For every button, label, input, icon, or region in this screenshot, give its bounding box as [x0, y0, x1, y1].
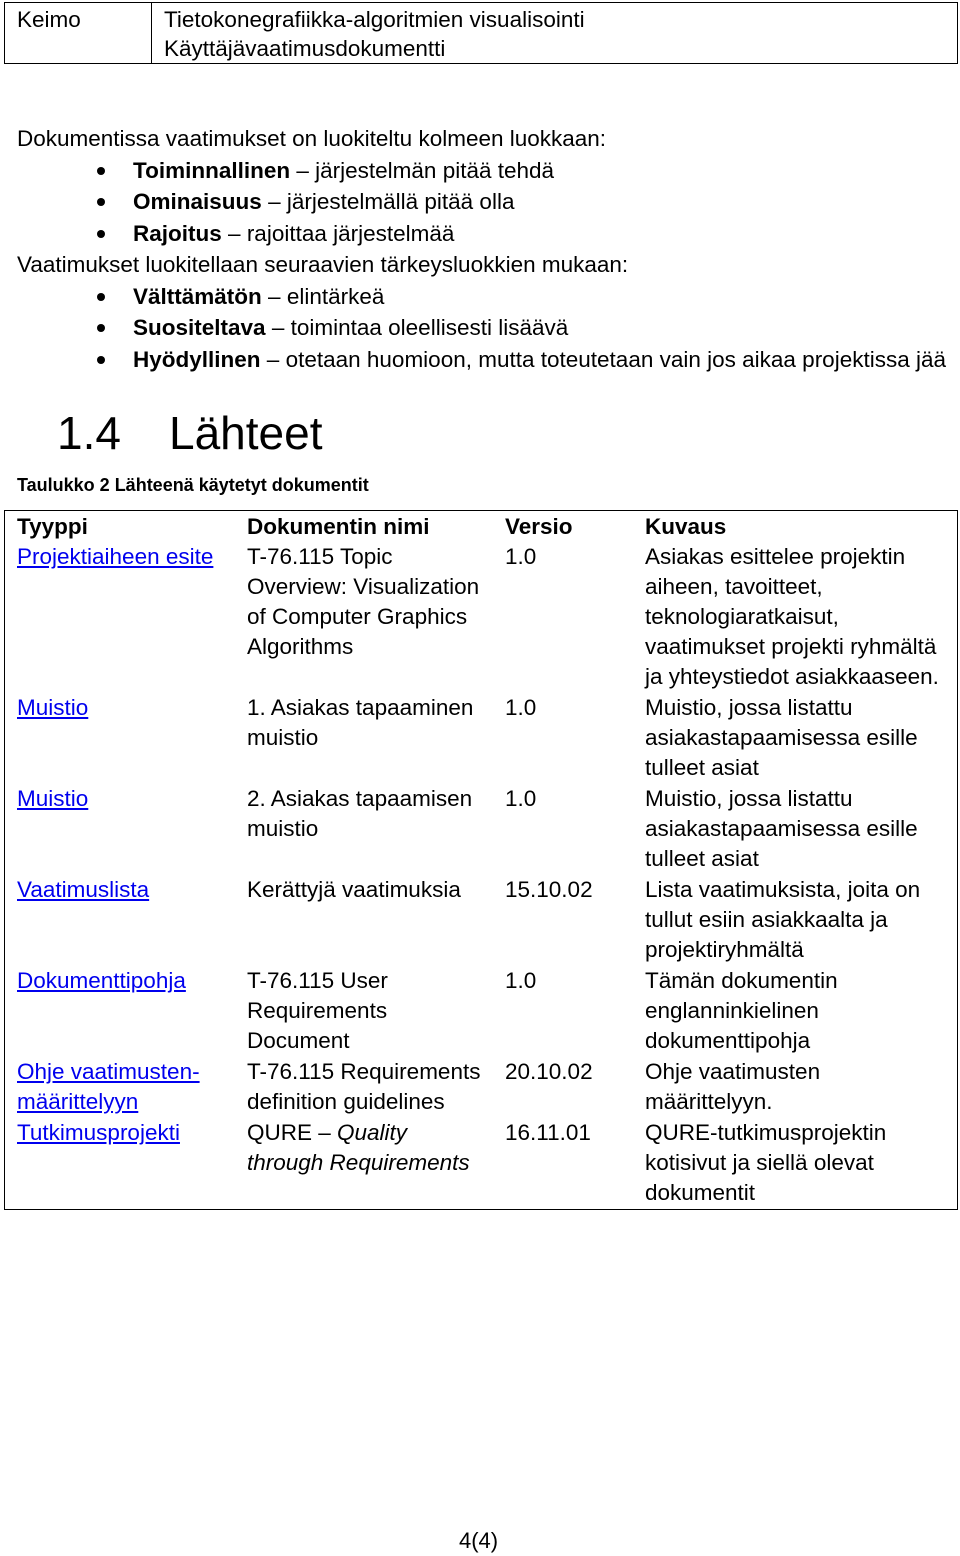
- description: järjestelmällä pitää olla: [286, 189, 515, 214]
- type-cell: [5, 875, 236, 966]
- organization-name: Keimo: [5, 3, 152, 64]
- section-heading: [57, 405, 322, 461]
- version-cell: 1.0: [505, 786, 537, 811]
- document-header: [4, 2, 958, 64]
- dash: –: [228, 220, 241, 246]
- dash: –: [296, 157, 309, 183]
- list-item: [17, 155, 947, 187]
- document-title: Käyttäjävaatimusdokumentti: [164, 36, 446, 61]
- dash: –: [268, 189, 281, 214]
- table-caption: Taulukko 2 Lähteenä käytetyt dokumentit: [17, 475, 369, 495]
- type-cell: [5, 966, 236, 1057]
- name-cell: Kerättyjä vaatimuksia: [247, 877, 461, 902]
- section-number: 1.4: [57, 407, 121, 459]
- type-cell: [5, 693, 236, 784]
- dash: –: [266, 346, 280, 372]
- description-cell: Asiakas esittelee projektin aiheen, tavoitteet, teknologiaratkaisut, vaatimukset projekti ryhmältä ja yhteystiedot asiakkaaseen.: [645, 544, 939, 689]
- bullet-icon: [97, 167, 105, 175]
- name-cell: T-76.115 Requirements definition guidelines: [247, 1059, 481, 1114]
- table-row: [5, 542, 958, 693]
- description: elintärkeä: [286, 283, 385, 309]
- bullet-icon: [97, 293, 105, 301]
- project-title: Tietokonegrafiikka-algoritmien visualisointi: [164, 7, 585, 32]
- table-row: [5, 784, 958, 875]
- table-row: [5, 1118, 958, 1210]
- description-cell: Tämän dokumentin englanninkielinen dokumenttipohja: [645, 968, 838, 1053]
- column-header-name: Dokumentin nimi: [247, 514, 430, 539]
- table-row: [5, 693, 958, 784]
- requirement-classes-list: [17, 155, 947, 250]
- type-cell: [5, 1118, 236, 1210]
- type-cell: [5, 1057, 236, 1118]
- version-cell: 1.0: [505, 968, 537, 993]
- type-cell: [5, 542, 236, 693]
- description: toimintaa oleellisesti lisäävä: [290, 315, 569, 340]
- term: Suositeltava: [133, 315, 266, 340]
- bullet-icon: [97, 324, 105, 332]
- type-cell: [5, 784, 236, 875]
- description: rajoittaa järjestelmää: [246, 220, 455, 246]
- document-link[interactable]: Ohje vaatimusten-määrittelyyn: [17, 1059, 200, 1114]
- bullet-icon: [97, 198, 105, 206]
- sources-table: [4, 510, 958, 1210]
- dash: –: [271, 315, 285, 340]
- document-link[interactable]: Muistio: [17, 695, 89, 720]
- term: Hyödyllinen: [133, 346, 261, 372]
- name-cell: 1. Asiakas tapaaminen muistio: [247, 695, 474, 750]
- dash: –: [268, 283, 281, 309]
- column-header-description: Kuvaus: [645, 514, 727, 539]
- document-link[interactable]: Muistio: [17, 786, 89, 811]
- version-cell: 1.0: [505, 695, 537, 720]
- document-link[interactable]: Dokumenttipohja: [17, 968, 186, 993]
- name-cell: T-76.115 Topic Overview: Visualization of Computer Graphics Algorithms: [247, 544, 480, 659]
- priority-intro-text: Vaatimukset luokitellaan seuraavien tärkeysluokkien mukaan:: [17, 252, 629, 277]
- header-titles: [152, 3, 958, 64]
- list-item: [17, 281, 947, 313]
- version-cell: 16.11.01: [505, 1120, 591, 1145]
- name-cell: [235, 1118, 493, 1210]
- name-text: QURE –: [247, 1120, 338, 1145]
- description-cell: QURE-tutkimusprojektin kotisivut ja siellä olevat dokumentit: [645, 1120, 887, 1205]
- section-title: Lähteet: [169, 407, 323, 459]
- version-cell: 15.10.02: [505, 877, 593, 902]
- term: Välttämätön: [133, 283, 262, 309]
- list-item: [17, 186, 947, 218]
- description: otetaan huomioon, mutta toteutetaan vain jos aikaa projektissa jää: [285, 346, 946, 372]
- name-cell: T-76.115 User Requirements Document: [247, 968, 388, 1053]
- table-row: [5, 1057, 958, 1118]
- term: Rajoitus: [133, 220, 222, 246]
- table-header-row: [5, 511, 958, 543]
- name-italic-text: Quality through Requirements: [247, 1120, 470, 1175]
- description-cell: Muistio, jossa listattu asiakastapaamisessa esille tulleet asiat: [645, 695, 918, 780]
- description: järjestelmän pitää tehdä: [315, 157, 555, 183]
- document-link[interactable]: Projektiaiheen esite: [17, 544, 214, 569]
- page-number: 4(4): [459, 1528, 499, 1553]
- table-row: [5, 966, 958, 1057]
- column-header-version: Versio: [505, 514, 573, 539]
- classes-intro-text: Dokumentissa vaatimukset on luokiteltu kolmeen luokkaan:: [17, 126, 607, 151]
- table-row: [5, 875, 958, 966]
- description-cell: Ohje vaatimusten määrittelyyn.: [645, 1059, 821, 1114]
- description-cell: Lista vaatimuksista, joita on tullut esiin asiakkaalta ja projektiryhmältä: [645, 877, 921, 962]
- document-link[interactable]: Tutkimusprojekti: [17, 1120, 180, 1145]
- list-item: [17, 344, 947, 376]
- priority-classes-list: [17, 281, 947, 376]
- version-cell: 20.10.02: [505, 1059, 593, 1084]
- document-link[interactable]: Vaatimuslista: [17, 877, 150, 902]
- bullet-icon: [97, 356, 105, 364]
- term: Toiminnallinen: [133, 157, 291, 183]
- version-cell: 1.0: [505, 544, 537, 569]
- intro-section: [17, 123, 947, 375]
- name-cell: 2. Asiakas tapaamisen muistio: [247, 786, 473, 841]
- column-header-type: Tyyppi: [17, 514, 88, 539]
- list-item: [17, 218, 947, 250]
- term: Ominaisuus: [133, 189, 262, 214]
- list-item: [17, 312, 947, 344]
- description-cell: Muistio, jossa listattu asiakastapaamisessa esille tulleet asiat: [645, 786, 918, 871]
- bullet-icon: [97, 230, 105, 238]
